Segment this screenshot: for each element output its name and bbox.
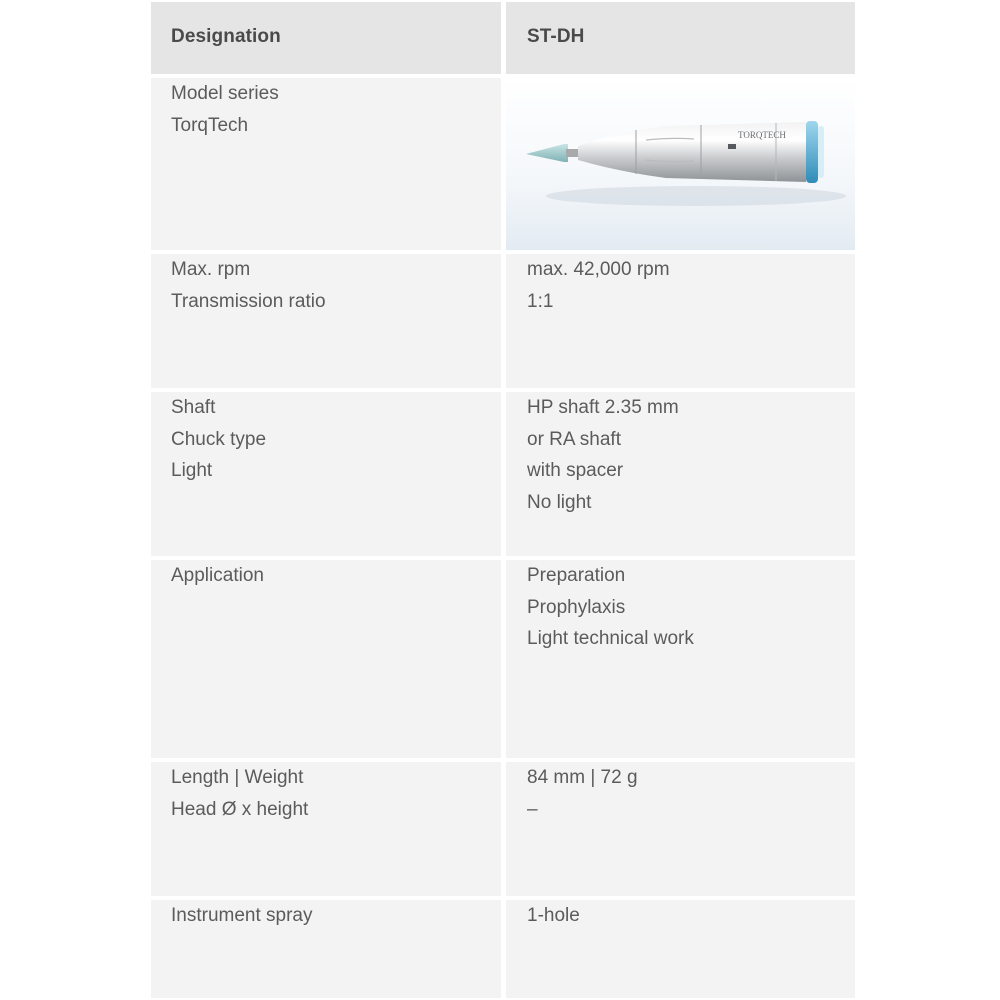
label-cell xyxy=(151,254,501,388)
table-row-application xyxy=(151,560,855,758)
value-application-2: Prophylaxis xyxy=(527,596,626,618)
table-row-model-series xyxy=(151,78,855,250)
label-head-size: Head Ø x height xyxy=(171,798,309,820)
label-model-series: Model series xyxy=(171,83,279,104)
handpiece-image xyxy=(506,78,855,250)
header-cell-model xyxy=(506,2,855,74)
label-instrument-spray: Instrument spray xyxy=(171,905,313,926)
value-max-rpm: max. 42,000 rpm xyxy=(527,259,670,280)
model-heading: ST-DH xyxy=(527,26,585,47)
table-row-dimensions xyxy=(151,762,855,896)
label-chuck-type: Chuck type xyxy=(171,428,267,450)
value-light: No light xyxy=(527,491,592,513)
value-chuck-type: with spacer xyxy=(527,460,624,481)
value-shaft-alt: or RA shaft xyxy=(527,428,621,450)
designation-heading: Designation xyxy=(171,26,281,47)
value-shaft: HP shaft 2.35 mm xyxy=(527,397,679,418)
label-cell xyxy=(151,762,501,896)
table-header-row xyxy=(151,2,855,74)
label-cell xyxy=(151,392,501,556)
label-transmission-ratio: Transmission ratio xyxy=(171,290,326,312)
value-cell xyxy=(506,900,855,998)
label-cell xyxy=(151,78,501,250)
table-row-shaft xyxy=(151,392,855,556)
label-light: Light xyxy=(171,460,213,481)
value-cell xyxy=(506,254,855,388)
label-cell xyxy=(151,900,501,998)
value-cell xyxy=(506,560,855,758)
label-shaft: Shaft xyxy=(171,397,216,418)
label-length-weight: Length | Weight xyxy=(171,767,304,788)
value-head-size: – xyxy=(527,798,538,820)
value-instrument-spray: 1-hole xyxy=(527,905,580,926)
engraving-text: TORQTECH xyxy=(738,130,786,140)
label-application: Application xyxy=(171,565,264,586)
header-cell-designation xyxy=(151,2,501,74)
table-row-spray xyxy=(151,900,855,998)
spec-table xyxy=(151,2,855,998)
label-cell xyxy=(151,560,501,758)
label-torqtech: TorqTech xyxy=(171,114,249,136)
value-application-3: Light technical work xyxy=(527,628,694,649)
table-row-rpm xyxy=(151,254,855,388)
value-cell xyxy=(506,392,855,556)
value-transmission-ratio: 1:1 xyxy=(527,290,554,312)
value-cell xyxy=(506,762,855,896)
value-length-weight: 84 mm | 72 g xyxy=(527,767,638,788)
value-application-1: Preparation xyxy=(527,565,626,586)
label-max-rpm: Max. rpm xyxy=(171,259,251,280)
